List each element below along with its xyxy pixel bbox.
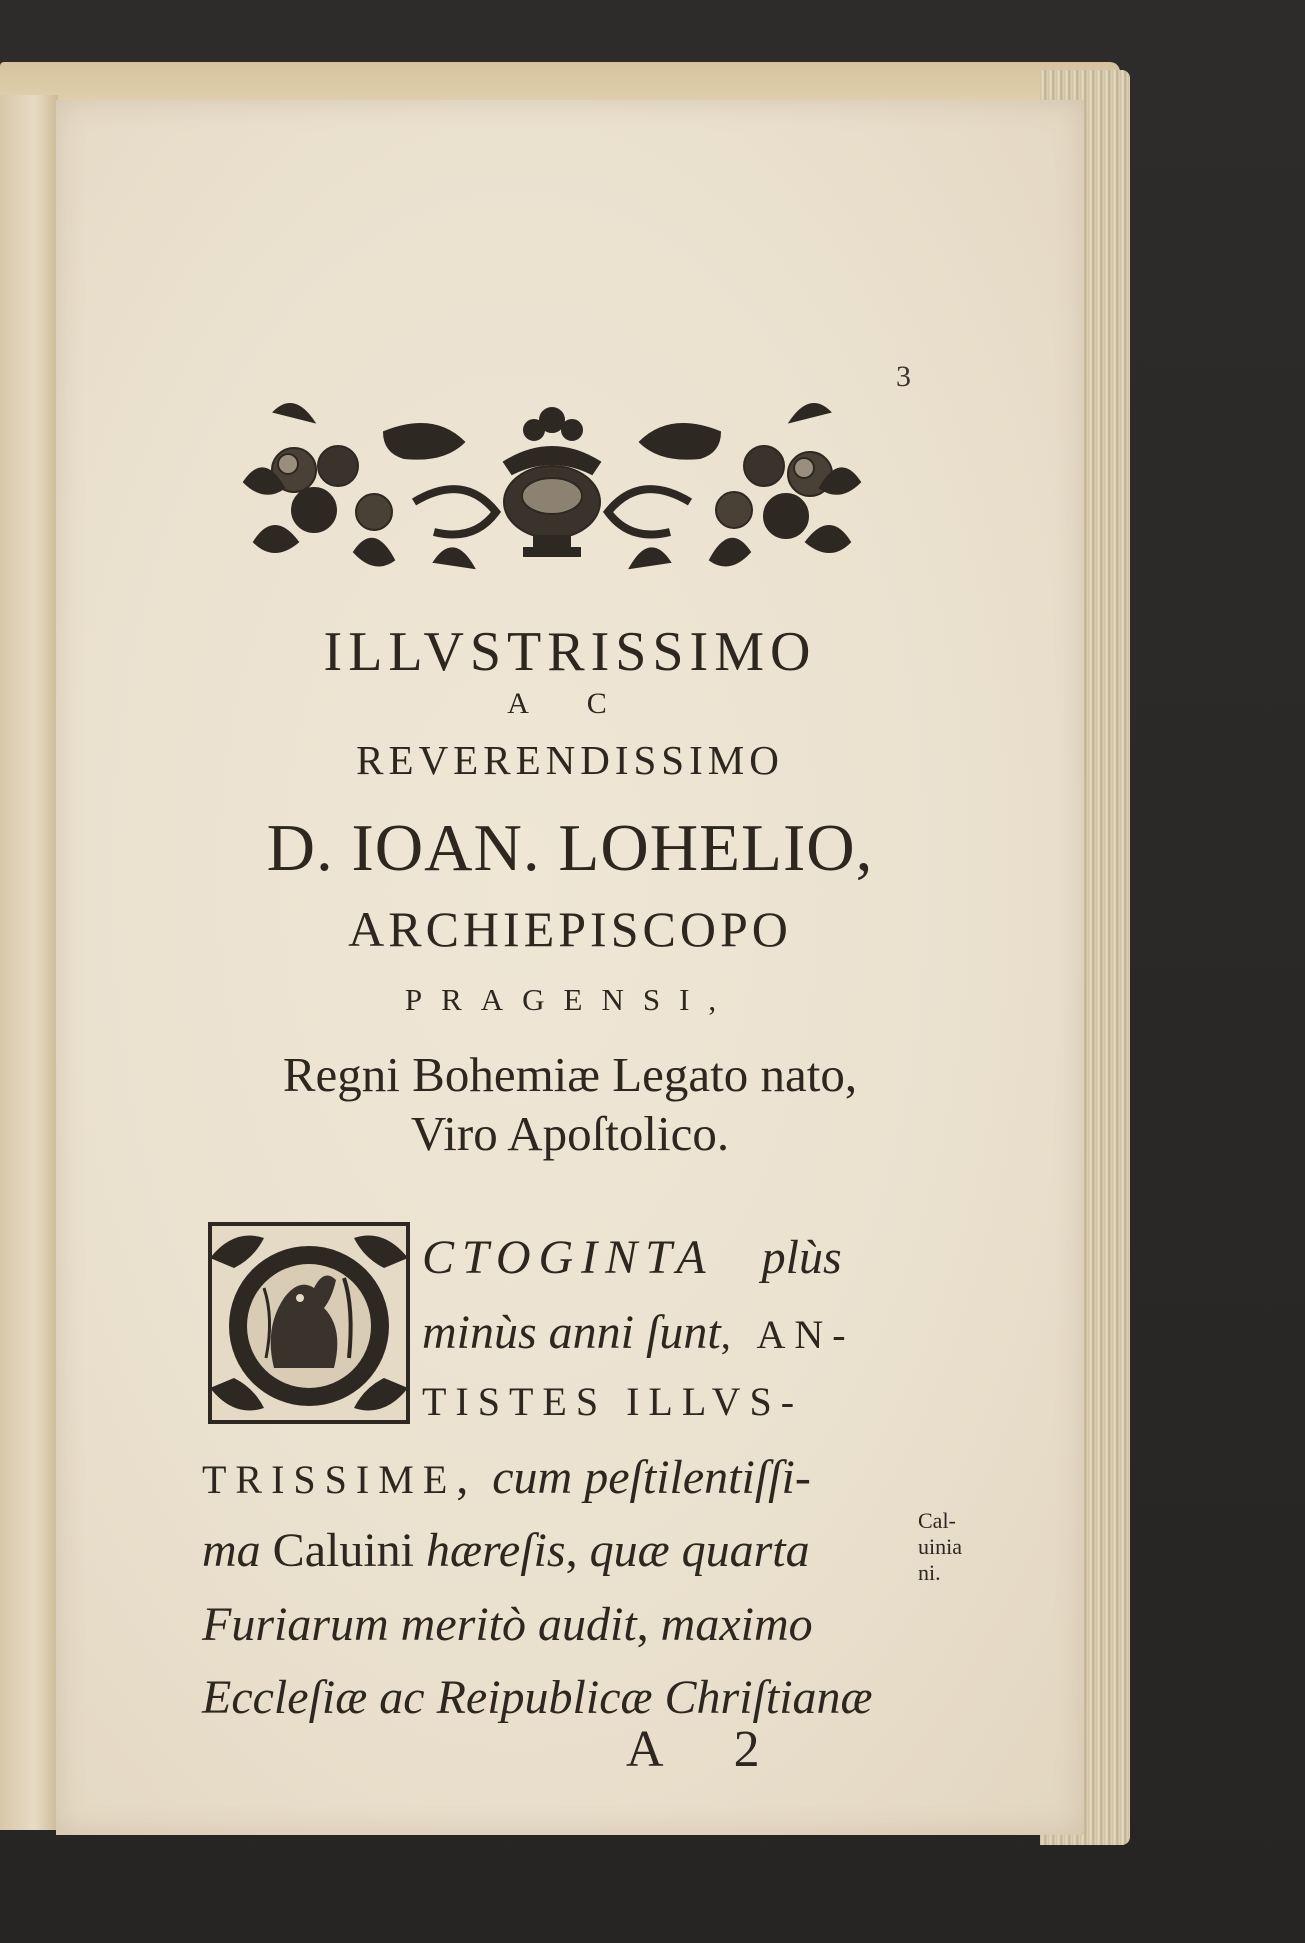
text-line-3: TISTES ILLVS- — [422, 1379, 804, 1424]
comma: , — [636, 1598, 649, 1651]
title-line-illustrissimo: ILLVSTRISSIMO — [323, 621, 817, 683]
comma: , — [565, 1524, 578, 1577]
text-line-2 — [422, 1305, 855, 1360]
word-haeresis: hæreſis — [426, 1524, 566, 1577]
margin-note-line: Cal- — [918, 1508, 956, 1533]
text-line-5 — [202, 1523, 810, 1578]
title-line-name: D. IOAN. LOHELIO, — [266, 811, 874, 885]
comma: , — [456, 1451, 469, 1504]
text-line-6 — [202, 1597, 813, 1652]
title-line-regni: Regni Bohemiæ Legato nato, — [282, 1047, 858, 1102]
signature-mark: A 2 — [626, 1721, 790, 1778]
woodcut-initial-o — [204, 1218, 414, 1428]
words-quae-quarta: quæ quarta — [589, 1524, 810, 1577]
left-page-edge — [0, 95, 58, 1830]
word-maximo: maximo — [660, 1598, 813, 1651]
margin-note-line: uinia — [918, 1534, 962, 1559]
words-cum-pestilentissi: cum peſtilentiſſi- — [492, 1451, 811, 1504]
word-ma: ma — [202, 1524, 261, 1577]
words-furiarum: Furiarum meritò audit — [202, 1598, 637, 1651]
text-line-7: Eccleſiæ ac Reipublicæ Chriſtianæ — [202, 1671, 873, 1724]
word-octoginta: CTOGINTA — [422, 1231, 714, 1284]
floral-headpiece — [234, 392, 870, 580]
text-line-1 — [422, 1230, 842, 1285]
title-line-viro: Viro Apoſtolico. — [410, 1106, 730, 1161]
folio-number: 3 — [896, 360, 911, 393]
text-line-4 — [202, 1450, 811, 1505]
words-minus-anni-sunt: minùs anni ſunt — [422, 1306, 721, 1359]
book-page — [56, 100, 1084, 1835]
title-line-archiepiscopo: ARCHIEPISCOPO — [348, 901, 792, 957]
word-trissime: TRISSIME — [202, 1457, 457, 1502]
title-line-reverendissimo: REVERENDISSIMO — [356, 737, 784, 783]
word-plus: plùs — [761, 1231, 842, 1284]
word-caluini: Caluini — [272, 1524, 414, 1577]
word-an: , AN- — [720, 1312, 855, 1357]
marginal-note — [918, 1508, 962, 1586]
title-line-ac: A C — [507, 687, 633, 720]
margin-note-line: ni. — [918, 1560, 941, 1585]
title-line-pragensi: PRAGENSI, — [404, 982, 736, 1017]
